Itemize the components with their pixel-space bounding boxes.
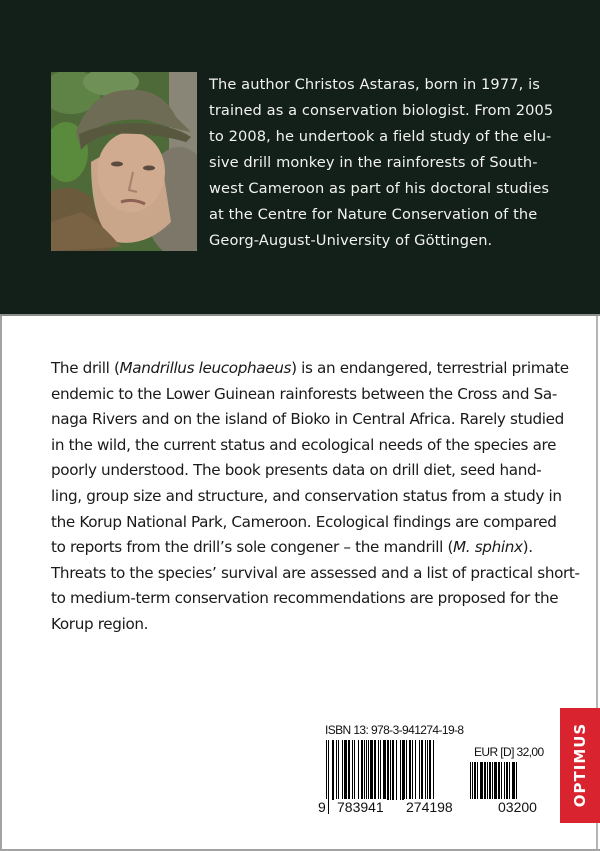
barcode-bar — [352, 740, 353, 800]
description-line: Korup region. — [51, 614, 149, 633]
barcode-bar — [358, 740, 359, 800]
author-bio-line: Georg-August-University of Göttingen. — [209, 232, 493, 249]
author-bio-line: The author Christos Astaras, born in 1977, is — [209, 76, 540, 93]
barcode-bar — [342, 740, 343, 800]
barcode-bar — [409, 740, 411, 800]
barcode-bar — [516, 762, 517, 799]
description-line: Threats to the species’ survival are assessed and a list of practical short- — [51, 563, 580, 582]
publisher-name: OPTIMUS — [571, 722, 589, 808]
barcode-bar — [364, 740, 365, 800]
description-line: ling, group size and structure, and conservation status from a study in — [51, 486, 562, 505]
barcode-bar — [406, 740, 407, 800]
description-line: poorly understood. The book presents data on drill diet, seed hand- — [51, 461, 542, 480]
description-line: in the wild, the current status and ecological needs of the species are — [51, 435, 557, 454]
barcode-bar — [504, 762, 505, 799]
barcode-bar — [506, 762, 508, 799]
barcode-bar — [344, 740, 347, 800]
barcode-bar — [489, 762, 491, 799]
publisher-logo-tab — [560, 708, 600, 823]
barcode-bar — [374, 740, 376, 800]
barcode-bar — [336, 740, 337, 800]
author-bio-line: to 2008, he undertook a field study of the elu- — [209, 128, 552, 145]
barcode-bar — [402, 740, 405, 800]
barcode-bar — [328, 740, 329, 814]
description-line: The drill (Mandrillus leucophaeus) is an endangered, terrestrial primate — [51, 359, 569, 377]
barcode-bar — [380, 740, 381, 800]
price-barcode — [470, 762, 535, 799]
author-bio-line: sive drill monkey in the rainforests of South- — [209, 154, 538, 171]
barcode-bar — [480, 762, 483, 799]
barcode-bar — [390, 740, 391, 800]
description-line: to medium-term conservation recommendations are proposed for the — [51, 589, 559, 608]
price-digits: 03200 — [498, 799, 537, 815]
barcode-bar — [512, 762, 515, 799]
isbn-digits-left: 783941 — [334, 799, 387, 815]
barcode-bar — [425, 740, 426, 800]
barcode-bar — [487, 762, 488, 799]
author-bio — [209, 72, 559, 254]
barcode-bar — [354, 740, 355, 800]
barcode-bar — [396, 740, 397, 800]
barcode-bar — [484, 762, 486, 799]
author-bio-line: trained as a conservation biologist. From 2005 — [209, 102, 554, 119]
barcode-bar — [415, 740, 416, 800]
barcode-bar — [501, 762, 502, 799]
barcode-bar — [509, 762, 510, 799]
barcode-bar — [392, 740, 394, 800]
barcode-bar — [427, 740, 428, 800]
author-portrait-photo — [51, 72, 197, 251]
barcode-bar — [366, 740, 367, 800]
author-bio-line: west Cameroon as part of his doctoral studies — [209, 180, 550, 197]
isbn-digits-right: 274198 — [406, 799, 453, 815]
page-border-left — [0, 316, 2, 851]
isbn-label: ISBN 13: 978-3-941274-19-8 — [325, 723, 464, 737]
barcode-bar — [472, 762, 473, 799]
barcode-bar — [477, 762, 478, 799]
barcode-bar — [421, 740, 423, 800]
barcode-bar — [383, 740, 386, 800]
price-label: EUR [D] 32,00 — [474, 745, 544, 759]
barcode-bar — [332, 740, 334, 800]
barcode-bar — [361, 740, 363, 800]
description-line: endemic to the Lower Guinean rainforests between the Cross and Sa- — [51, 384, 557, 403]
book-description — [51, 356, 580, 638]
band-divider — [0, 314, 600, 316]
author-bio-line: at the Centre for Nature Conservation of the — [209, 206, 538, 223]
barcode-bar — [338, 740, 339, 800]
barcode-bar — [348, 740, 350, 800]
barcode-bar — [474, 762, 476, 799]
barcode-bar — [470, 762, 471, 799]
isbn-digit-prefix: 9 — [318, 799, 326, 815]
description-line: naga Rivers and on the island of Bioko in Central Africa. Rarely studied — [51, 410, 564, 429]
description-line: the Korup National Park, Cameroon. Ecological findings are compared — [51, 512, 557, 531]
barcode-bar — [412, 740, 413, 800]
barcode-bar — [419, 740, 420, 800]
barcode-bar — [494, 762, 497, 799]
description-line: to reports from the drill’s sole congener – the mandrill (M. sphinx). — [51, 538, 533, 557]
barcode-bar — [378, 740, 379, 800]
barcode-bar — [492, 762, 493, 799]
barcode-bar — [400, 740, 401, 800]
barcode-bar — [387, 740, 389, 800]
barcode-bar — [498, 762, 500, 799]
